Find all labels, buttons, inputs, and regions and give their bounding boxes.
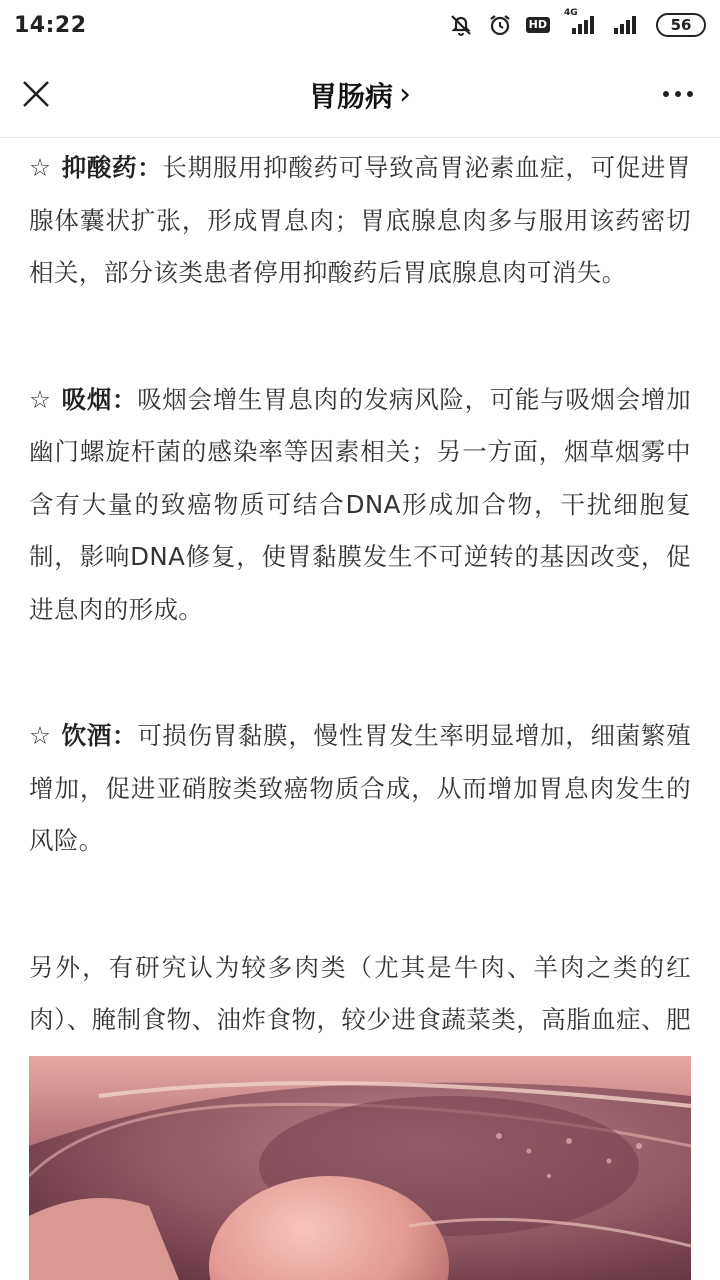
paragraph-label: 吸烟： <box>61 384 138 414</box>
battery-icon <box>656 13 706 37</box>
article-content <box>29 138 691 1152</box>
page-title-text: 胃肠病 <box>308 79 393 113</box>
more-icon[interactable] <box>660 82 696 106</box>
close-icon[interactable] <box>20 78 52 110</box>
status-time: 14:22 <box>14 12 87 38</box>
star-icon: ☆ <box>29 153 52 182</box>
mute-icon <box>448 13 474 37</box>
paragraph-text: 吸烟会增生胃息肉的发病风险，可能与吸烟会增加幽门螺旋杆菌的感染率等因素相关；另一方面，烟草烟雾中含有大量的致癌物质可结合DNA形成加合物，干扰细胞复制，影响DNA修复，使胃黏膜发生不可逆转的基因改变，促进息肉的形成。 <box>29 384 691 624</box>
status-icons <box>448 8 706 37</box>
article-image[interactable] <box>29 1056 691 1280</box>
paragraph-antacid <box>29 142 691 300</box>
signal-4g-icon <box>564 8 598 36</box>
chevron-right-icon: › <box>399 77 411 112</box>
paragraph-label: 饮酒： <box>61 721 138 750</box>
paragraph-drinking <box>29 710 691 868</box>
star-icon: ☆ <box>29 721 52 750</box>
nav-bar <box>0 52 720 138</box>
status-bar <box>0 0 720 50</box>
battery-level: 56 <box>670 16 692 34</box>
hd-badge: HD <box>526 17 550 33</box>
paragraph-label: 抑酸药： <box>61 153 163 182</box>
signal-bars-2-icon <box>612 14 642 36</box>
alarm-icon <box>488 13 512 37</box>
paragraph-smoking <box>29 374 691 637</box>
paragraph-text: 另外，有研究认为较多肉类（尤其是牛肉、羊肉之类的红肉）、腌制食物、油炸食物，较少进食蔬菜类，高脂血症、肥 <box>29 952 691 1034</box>
page-title[interactable] <box>309 75 411 115</box>
paragraph-text: 可损伤胃黏膜，慢性胃发生率明显增加，细菌繁殖增加，促进亚硝胺类致癌物质合成，从而增加胃息肉发生的风险。 <box>29 721 691 855</box>
network-label: 4G <box>564 8 578 18</box>
paragraph-text: 长期服用抑酸药可导致高胃泌素血症，可促进胃腺体囊状扩张，形成胃息肉；胃底腺息肉多与服用该药密切相关，部分该类患者停用抑酸药后胃底腺息肉可消失。 <box>29 153 691 287</box>
endoscopy-image <box>29 1056 691 1280</box>
star-icon: ☆ <box>29 384 52 414</box>
